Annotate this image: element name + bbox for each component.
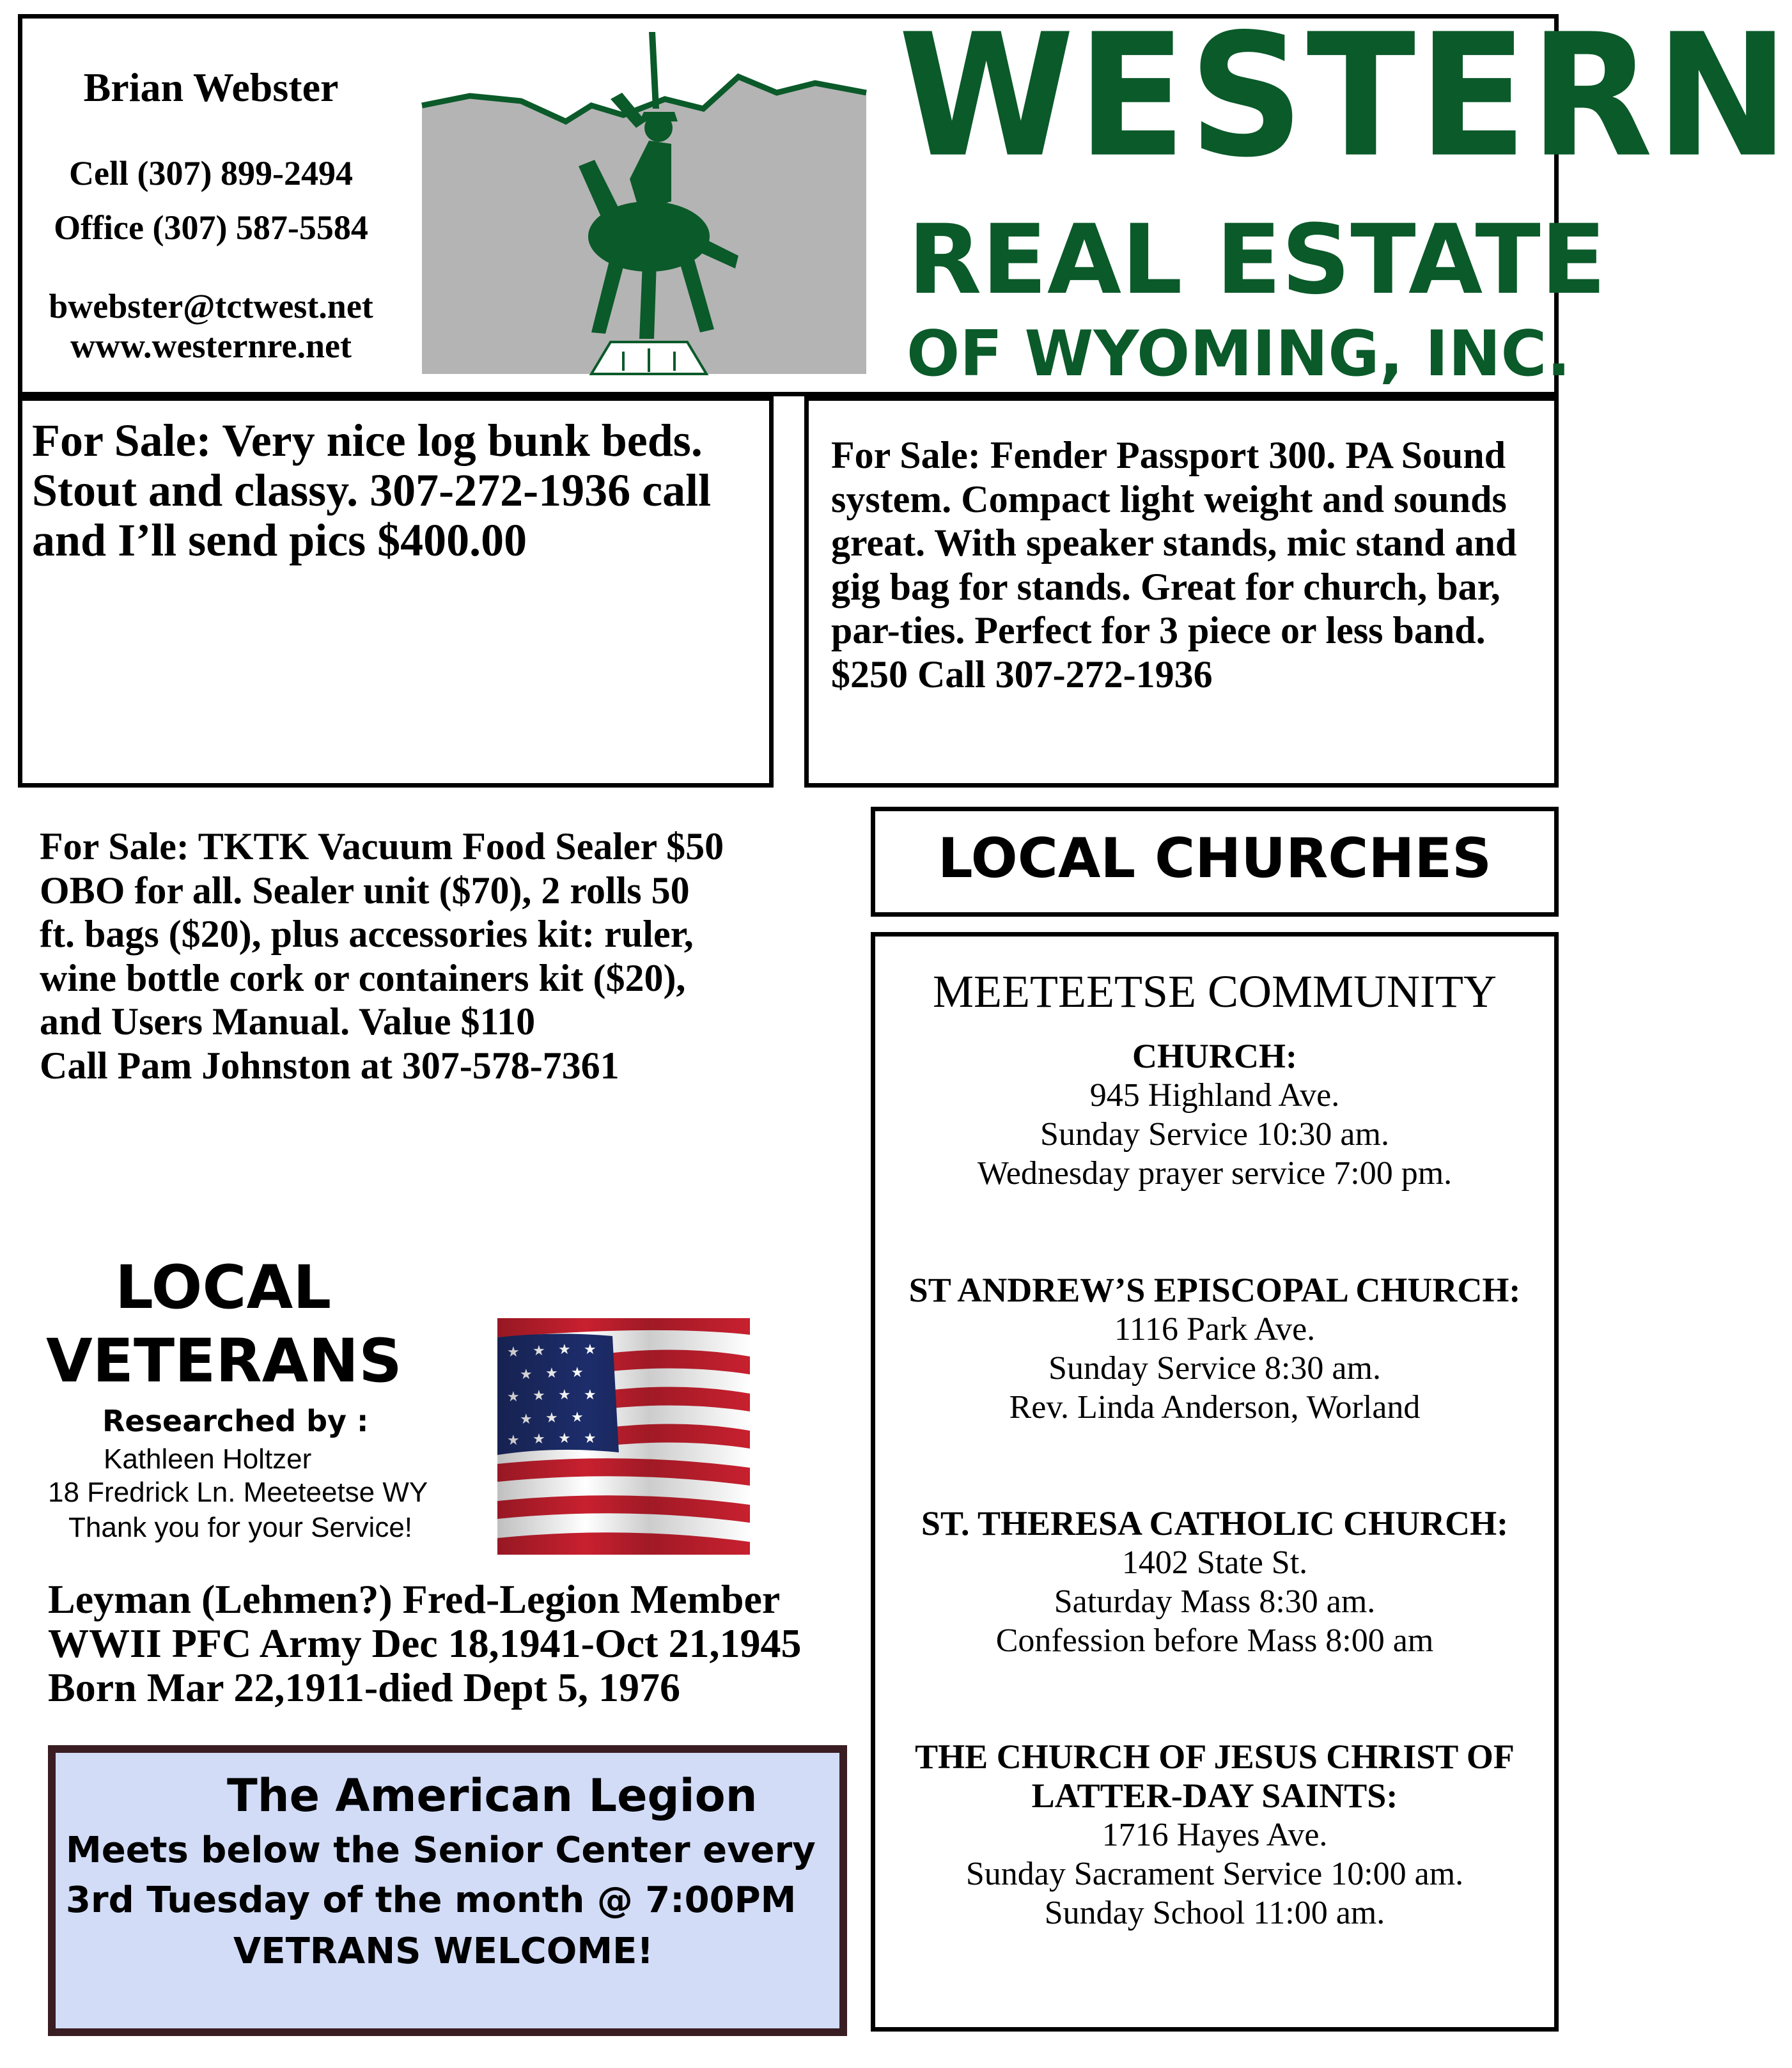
church-name: THE CHURCH OF JESUS CHRIST OF LATTER-DAY SAINTS:: [915, 1738, 1515, 1815]
ad-bunk-beds: For Sale: Very nice log bunk beds. Stout and classy. 307-272-1936 call and I’ll send pics $400.00: [32, 415, 712, 566]
ad-line: and Users Manual. Value $110: [40, 1000, 536, 1043]
veterans-address: 18 Fredrick Ln. Meeteetse WY: [48, 1477, 428, 1508]
agent-office-phone: Office (307) 587-5584: [54, 208, 368, 247]
church-detail: Saturday Mass 8:30 am.: [1054, 1583, 1376, 1620]
veteran-entry-line: Born Mar 22,1911-died Dept 5, 1976: [48, 1665, 681, 1710]
brand-subtitle: REAL ESTATE: [908, 205, 1607, 316]
church-name: ST ANDREW’S EPISCOPAL CHURCH:: [908, 1271, 1521, 1309]
ad-fender-passport: For Sale: Fender Passport 300. PA Sound system. Compact light weight and sounds great. With speaker stands, mic stand and gig bag for stands. Great for church, bar, par-ties. Perfect for 3 piece or less band. $250 Call 307-272-1936: [831, 434, 1517, 696]
churches-title: LOCAL CHURCHES: [937, 827, 1492, 890]
church-st-andrews: [876, 1271, 1554, 1427]
church-st-theresa: [876, 1504, 1554, 1660]
brand-tagline: OF WYOMING, INC.: [907, 318, 1571, 391]
ad-line: Call Pam Johnston at 307-578-7361: [40, 1044, 619, 1087]
ad-line: wine bottle cork or containers kit ($20),: [40, 956, 686, 999]
legion-line: Meets below the Senior Center every: [66, 1830, 816, 1871]
agent-website[interactable]: www.westernre.net: [70, 327, 352, 365]
ad-line: OBO for all. Sealer unit ($70), 2 rolls 50: [40, 869, 690, 912]
veterans-title-local: LOCAL: [115, 1253, 332, 1323]
church-name: CHURCH:: [1132, 1037, 1297, 1075]
agent-email[interactable]: bwebster@tctwest.net: [49, 287, 373, 325]
legion-welcome: VETRANS WELCOME!: [233, 1931, 653, 1972]
ad-line: For Sale: TKTK Vacuum Food Sealer $50: [40, 825, 724, 867]
ad-line: ft. bags ($20), plus accessories kit: ruler,: [40, 913, 694, 955]
church-detail: Confession before Mass 8:00 am: [995, 1622, 1434, 1659]
church-detail: 945 Highland Ave.: [1089, 1077, 1340, 1114]
church-detail: Sunday Sacrament Service 10:00 am.: [965, 1856, 1464, 1892]
church-detail: Sunday School 11:00 am.: [1044, 1895, 1385, 1931]
veterans-title: VETERANS: [46, 1326, 402, 1396]
church-detail: 1402 State St.: [1121, 1544, 1308, 1581]
veteran-entry-line: WWII PFC Army Dec 18,1941-Oct 21,1945: [48, 1621, 802, 1666]
church-lds: [889, 1738, 1541, 1932]
american-flag-image: [497, 1318, 750, 1555]
church-detail: Rev. Linda Anderson, Worland: [1009, 1389, 1421, 1426]
church-detail: 1716 Hayes Ave.: [1102, 1817, 1328, 1853]
cowboy-rider-mountains-logo: [419, 32, 873, 387]
church-detail: Wednesday prayer service 7:00 pm.: [977, 1155, 1453, 1192]
veteran-entry-line: Leyman (Lehmen?) Fred-Legion Member: [48, 1576, 781, 1622]
veterans-thanks: Thank you for your Service!: [68, 1512, 413, 1543]
veteran-entry: [48, 1577, 853, 1709]
veterans-researched-by: Researched by :: [102, 1404, 369, 1438]
legion-title: The American Legion: [227, 1769, 758, 1822]
church-name: ST. THERESA CATHOLIC CHURCH:: [921, 1504, 1509, 1543]
church-detail: Sunday Service 8:30 am.: [1048, 1350, 1381, 1387]
veterans-researcher: Kathleen Holtzer: [104, 1443, 312, 1475]
brand-title: WESTERN: [898, 0, 1792, 195]
agent-name: Brian Webster: [83, 65, 339, 110]
churches-heading: MEETEETSE COMMUNITY: [933, 966, 1497, 1017]
church-detail: 1116 Park Ave.: [1114, 1311, 1316, 1348]
church-detail: Sunday Service 10:30 am.: [1040, 1116, 1389, 1153]
agent-cell-phone: Cell (307) 899-2494: [69, 154, 353, 192]
church-community: [876, 1037, 1554, 1193]
legion-line: 3rd Tuesday of the month @ 7:00PM: [66, 1879, 797, 1921]
ad-food-sealer: [40, 825, 845, 1087]
